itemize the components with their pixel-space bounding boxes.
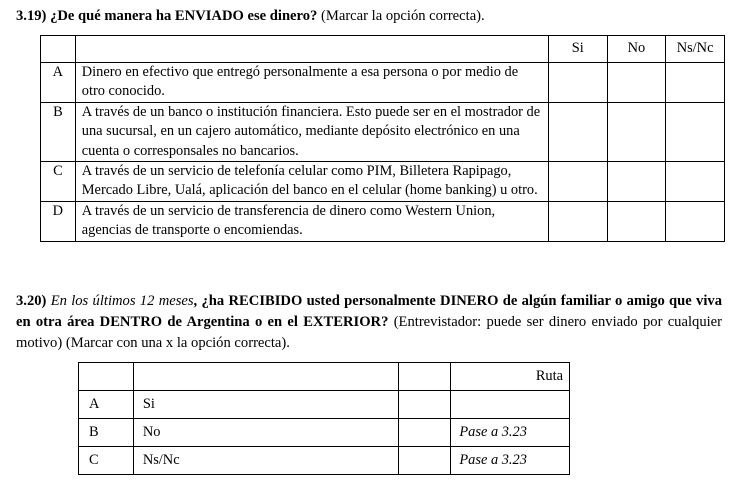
- row-description: Dinero en efectivo que entregó personalmente a esa persona o por medio de otro conocido.: [75, 63, 548, 103]
- answer-cell-no[interactable]: [607, 162, 666, 202]
- question-number: 3.20): [16, 293, 47, 309]
- header-blank-cell: [79, 363, 134, 391]
- answer-cell-no[interactable]: [607, 201, 666, 241]
- answer-cell-nsnc[interactable]: [666, 63, 725, 103]
- header-ruta: Ruta: [451, 363, 570, 391]
- question-comma: ,: [193, 293, 198, 309]
- row-letter: A: [41, 63, 76, 103]
- answer-cell[interactable]: [398, 391, 451, 419]
- header-no: No: [607, 36, 666, 63]
- header-blank-cell: [41, 36, 76, 63]
- table-header-row: [41, 36, 725, 63]
- table-row: [79, 447, 570, 475]
- row-ruta: [451, 391, 570, 419]
- row-letter: C: [79, 447, 134, 475]
- row-label: Si: [133, 391, 398, 419]
- table-row: [41, 63, 725, 103]
- row-letter: B: [79, 419, 134, 447]
- answer-cell-no[interactable]: [607, 102, 666, 161]
- answer-cell-no[interactable]: [607, 63, 666, 103]
- question-3-20-title: [16, 291, 722, 354]
- row-description: A través de un servicio de transferencia de dinero como Western Union, agencias de transporte o encomiendas.: [75, 201, 548, 241]
- row-letter: D: [41, 201, 76, 241]
- row-label: Ns/Nc: [133, 447, 398, 475]
- row-ruta: Pase a 3.23: [451, 447, 570, 475]
- header-blank-cell: [75, 36, 548, 63]
- question-text: ¿De qué manera ha ENVIADO ese dinero?: [50, 8, 318, 24]
- table-row: [79, 419, 570, 447]
- answer-cell[interactable]: [398, 447, 451, 475]
- header-nsnc: Ns/Nc: [666, 36, 725, 63]
- answer-cell-si[interactable]: [549, 63, 608, 103]
- row-letter: A: [79, 391, 134, 419]
- table-row: [41, 162, 725, 202]
- header-blank-cell: [133, 363, 398, 391]
- header-blank-cell: [398, 363, 451, 391]
- table-row: [41, 201, 725, 241]
- row-description: A través de un servicio de telefonía celular como PIM, Billetera Rapipago, Mercado Libre, Ualá, aplicación del banco en el celular (home banking) u otro.: [75, 162, 548, 202]
- table-row: [79, 391, 570, 419]
- question-intro: En los últimos 12 meses: [50, 293, 194, 309]
- answer-cell[interactable]: [398, 419, 451, 447]
- question-text: ¿ha RECIBIDO usted personalmente DINERO de algún familiar o amigo que viva en otra área DENTRO de Argentina o en el EXTERIOR?: [16, 293, 722, 330]
- answer-cell-si[interactable]: [549, 201, 608, 241]
- question-note: (Marcar la opción correcta).: [321, 8, 485, 24]
- question-3-19-title: [16, 6, 736, 26]
- row-description: A través de un banco o institución financiera. Esto puede ser en el mostrador de una sucursal, en un cajero automático, mediante depósito electrónico en una cuenta o corresponsales no bancarios.: [75, 102, 548, 161]
- question-note: (Entrevistador: puede ser dinero enviado por cualquier motivo) (Marcar con una x la opción correcta).: [16, 314, 723, 351]
- table-header-row: [79, 363, 570, 391]
- row-letter: B: [41, 102, 76, 161]
- options-table-3-20: [78, 362, 570, 475]
- question-number: 3.19): [16, 8, 47, 24]
- header-si: Si: [549, 36, 608, 63]
- row-letter: C: [41, 162, 76, 202]
- options-table-3-19: [40, 35, 725, 242]
- row-label: No: [133, 419, 398, 447]
- answer-cell-nsnc[interactable]: [666, 102, 725, 161]
- answer-cell-nsnc[interactable]: [666, 201, 725, 241]
- answer-cell-nsnc[interactable]: [666, 162, 725, 202]
- row-ruta: Pase a 3.23: [451, 419, 570, 447]
- table-row: [41, 102, 725, 161]
- answer-cell-si[interactable]: [549, 102, 608, 161]
- answer-cell-si[interactable]: [549, 162, 608, 202]
